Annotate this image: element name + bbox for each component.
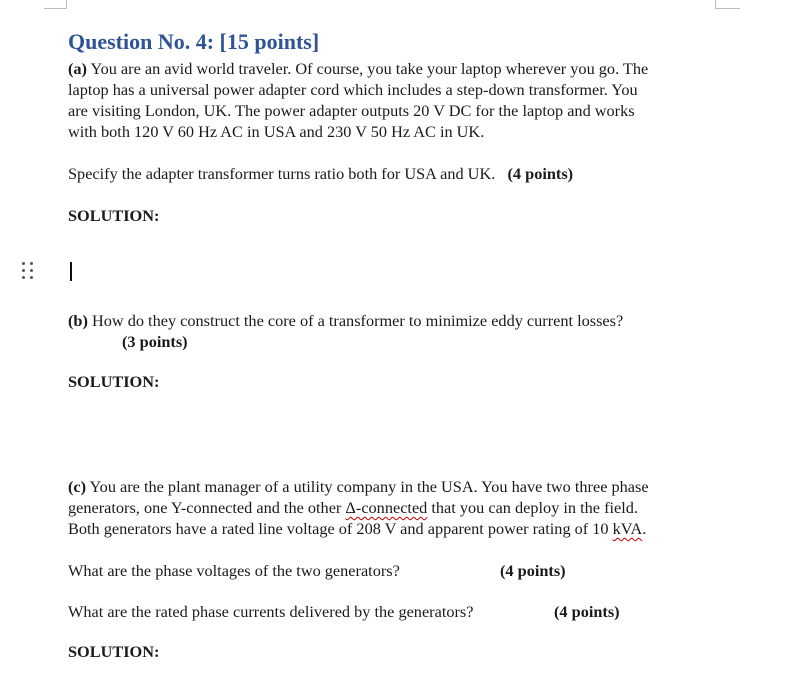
paragraph-drag-handle-icon[interactable] — [22, 262, 34, 282]
page-corner-mark-right — [715, 0, 740, 9]
part-c-question-2: What are the rated phase currents delivered by the generators? (4 points) — [68, 602, 620, 621]
part-c-line-1: (c) You are the plant manager of a utility company in the USA. You have two three phase — [68, 477, 649, 496]
part-a-points: (4 points) — [507, 164, 574, 183]
part-c — [68, 476, 728, 662]
part-b-points: (3 points) — [122, 332, 188, 351]
part-a — [68, 58, 728, 226]
part-c-points-1: (4 points) — [500, 561, 566, 580]
question-heading: Question No. 4: [15 points] — [68, 29, 320, 54]
part-a-solution-label: SOLUTION: — [68, 206, 160, 225]
part-b-solution-label: SOLUTION: — [68, 372, 160, 391]
part-c-solution-label: SOLUTION: — [68, 642, 160, 661]
part-a-line-3: are visiting London, UK. The power adapter outputs 20 V DC for the laptop and works — [68, 101, 635, 120]
part-b-question: (b) How do they construct the core of a transformer to minimize eddy current losses? — [68, 311, 624, 330]
document-page[interactable] — [68, 28, 728, 662]
part-c-label: (c) — [68, 477, 87, 496]
spelling-flag-kva[interactable]: kVA — [612, 519, 643, 538]
part-b-label: (b) — [68, 311, 88, 330]
part-c-points-2: (4 points) — [554, 602, 620, 621]
part-a-line-1: (a) You are an avid world traveler. Of course, you take your laptop wherever you go. The — [68, 59, 649, 78]
part-a-line-2: laptop has a universal power adapter cord which includes a step-down transformer. You — [68, 80, 638, 99]
page-corner-mark-left — [44, 0, 67, 9]
part-c-line-3: Both generators have a rated line voltage of 208 V and apparent power rating of 10 kVA. — [68, 519, 647, 538]
part-a-label: (a) — [68, 59, 87, 78]
part-a-line-4: with both 120 V 60 Hz AC in USA and 230 V 50 Hz AC in UK. — [68, 122, 485, 141]
spelling-flag-delta-connected[interactable]: Δ-connected — [345, 498, 428, 517]
part-c-line-2: generators, one Y-connected and the other Δ-connected that you can deploy in the field. — [68, 498, 639, 517]
part-b — [68, 310, 728, 392]
part-a-question: Specify the adapter transformer turns ratio both for USA and UK. (4 points) — [68, 164, 574, 183]
part-c-question-1: What are the phase voltages of the two generators? (4 points) — [68, 561, 566, 580]
